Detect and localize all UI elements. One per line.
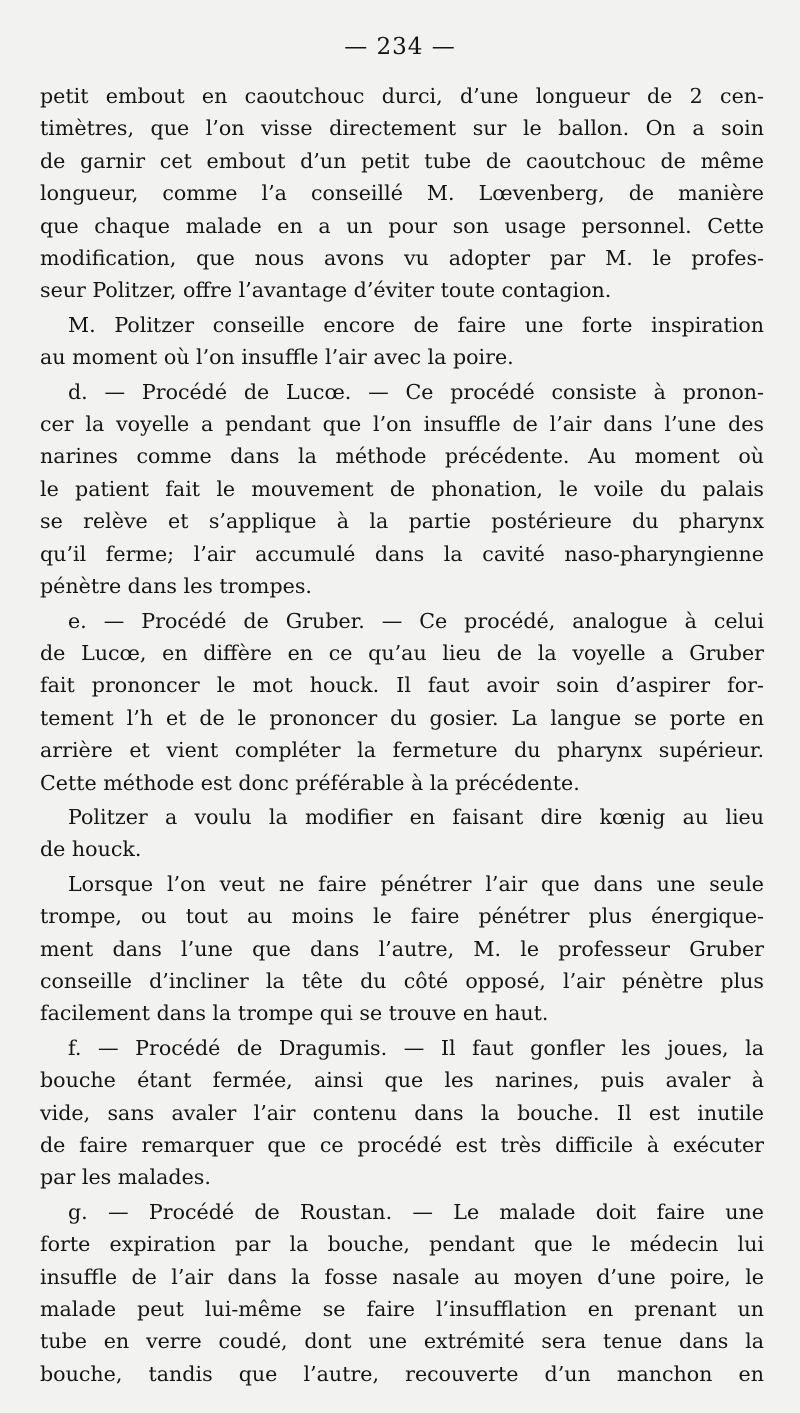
text-line: cer la voyelle a pendant que l’on insuffle de l’air dans l’une des bbox=[40, 412, 764, 437]
text-line: fait prononcer le mot houck. Il faut avoir soin d’aspirer for- bbox=[40, 673, 764, 698]
paragraph-procede-lucae bbox=[40, 376, 764, 603]
text-line: de garnir cet embout d’un petit tube de caoutchouc de même bbox=[40, 148, 764, 173]
paragraph-politzer-inspiration bbox=[40, 309, 764, 374]
text-line: au moment où l’on insuffle l’air avec la poire. bbox=[40, 345, 514, 370]
text-line: arrière et vient compléter la fermeture du pharynx supérieur. bbox=[40, 738, 764, 763]
text-line: facilement dans la trompe qui se trouve en haut. bbox=[40, 1001, 549, 1026]
text-line: se relève et s’applique à la partie postérieure du pharynx bbox=[40, 509, 764, 534]
text-line: bouche, tandis que l’autre, recouverte d’un manchon en bbox=[40, 1361, 764, 1386]
text-line: de faire remarquer que ce procédé est très difficile à exécuter bbox=[40, 1133, 764, 1157]
text-line: le patient fait le mouvement de phonation, le voile du palais bbox=[40, 476, 764, 501]
text-line: Lorsque l’on veut ne faire pénétrer l’air que dans une seule bbox=[68, 871, 764, 896]
text-line: timètres, que l’on visse directement sur le ballon. On a soin bbox=[40, 116, 764, 141]
text-line: M. Politzer conseille encore de faire une forte inspiration bbox=[68, 312, 764, 337]
text-line: bouche étant fermée, ainsi que les narines, puis avaler à bbox=[40, 1068, 764, 1093]
text-line: tube en verre coudé, dont une extrémité sera tenue dans la bbox=[40, 1329, 764, 1354]
paragraph-procede-dragumis bbox=[40, 1032, 764, 1194]
text-line: g. — Procédé de Roustan. — Le malade doit faire une bbox=[68, 1199, 764, 1224]
text-line: ment dans l’une que dans l’autre, M. le professeur Gruber bbox=[40, 936, 764, 961]
text-line: qu’il ferme; l’air accumulé dans la cavité naso-pharyngienne bbox=[40, 541, 764, 566]
text-line: narines comme dans la méthode précédente. Au moment où bbox=[40, 444, 764, 469]
paragraph-seule-trompe bbox=[40, 868, 764, 1030]
text-line: e. — Procédé de Gruber. — Ce procédé, analogue à celui bbox=[68, 608, 764, 633]
text-line: de Lucœ, en diffère en ce qu’au lieu de la voyelle a Gruber bbox=[40, 640, 764, 665]
text-line: malade peut lui-même se faire l’insufflation en prenant un bbox=[40, 1297, 764, 1322]
text-line: conseille d’incliner la tête du côté opposé, l’air pénètre plus bbox=[40, 968, 764, 993]
text-line: forte expiration par la bouche, pendant que le médecin lui bbox=[40, 1232, 764, 1257]
text-line: modification, que nous avons vu adopter par M. le profes- bbox=[40, 246, 764, 271]
paragraph-procede-roustan bbox=[40, 1196, 764, 1390]
text-line: par les malades. bbox=[40, 1165, 211, 1190]
text-line: petit embout en caoutchouc durci, d’une longueur de 2 cen- bbox=[40, 84, 764, 108]
page-number: — 234 — bbox=[344, 34, 456, 60]
text-line: trompe, ou tout au moins le faire pénétrer plus énergique- bbox=[40, 904, 764, 929]
text-line: que chaque malade en a un pour son usage personnel. Cette bbox=[40, 213, 764, 238]
text-line: f. — Procédé de Dragumis. — Il faut gonfler les joues, la bbox=[68, 1035, 764, 1060]
text-line: seur Politzer, offre l’avantage d’éviter toute contagion. bbox=[40, 278, 612, 303]
paragraph-embout bbox=[40, 80, 764, 307]
body-text bbox=[40, 80, 764, 1390]
text-line: tement l’h et de le prononcer du gosier. La langue se porte en bbox=[40, 705, 764, 730]
text-line: vide, sans avaler l’air contenu dans la bouche. Il est inutile bbox=[40, 1100, 764, 1125]
text-line: d. — Procédé de Lucœ. — Ce procédé consiste à pronon- bbox=[68, 379, 764, 404]
paragraph-procede-gruber bbox=[40, 605, 764, 799]
paragraph-politzer-koenig bbox=[40, 801, 764, 866]
text-line: longueur, comme l’a conseillé M. Lœvenberg, de manière bbox=[40, 181, 764, 206]
text-line: de houck. bbox=[40, 837, 142, 862]
text-line: insuffle de l’air dans la fosse nasale au moyen d’une poire, le bbox=[40, 1264, 764, 1289]
text-line: Cette méthode est donc préférable à la précédente. bbox=[40, 770, 580, 795]
text-line: Politzer a voulu la modifier en faisant dire kœnig au lieu bbox=[68, 804, 764, 829]
text-line: pénètre dans les trompes. bbox=[40, 574, 312, 599]
